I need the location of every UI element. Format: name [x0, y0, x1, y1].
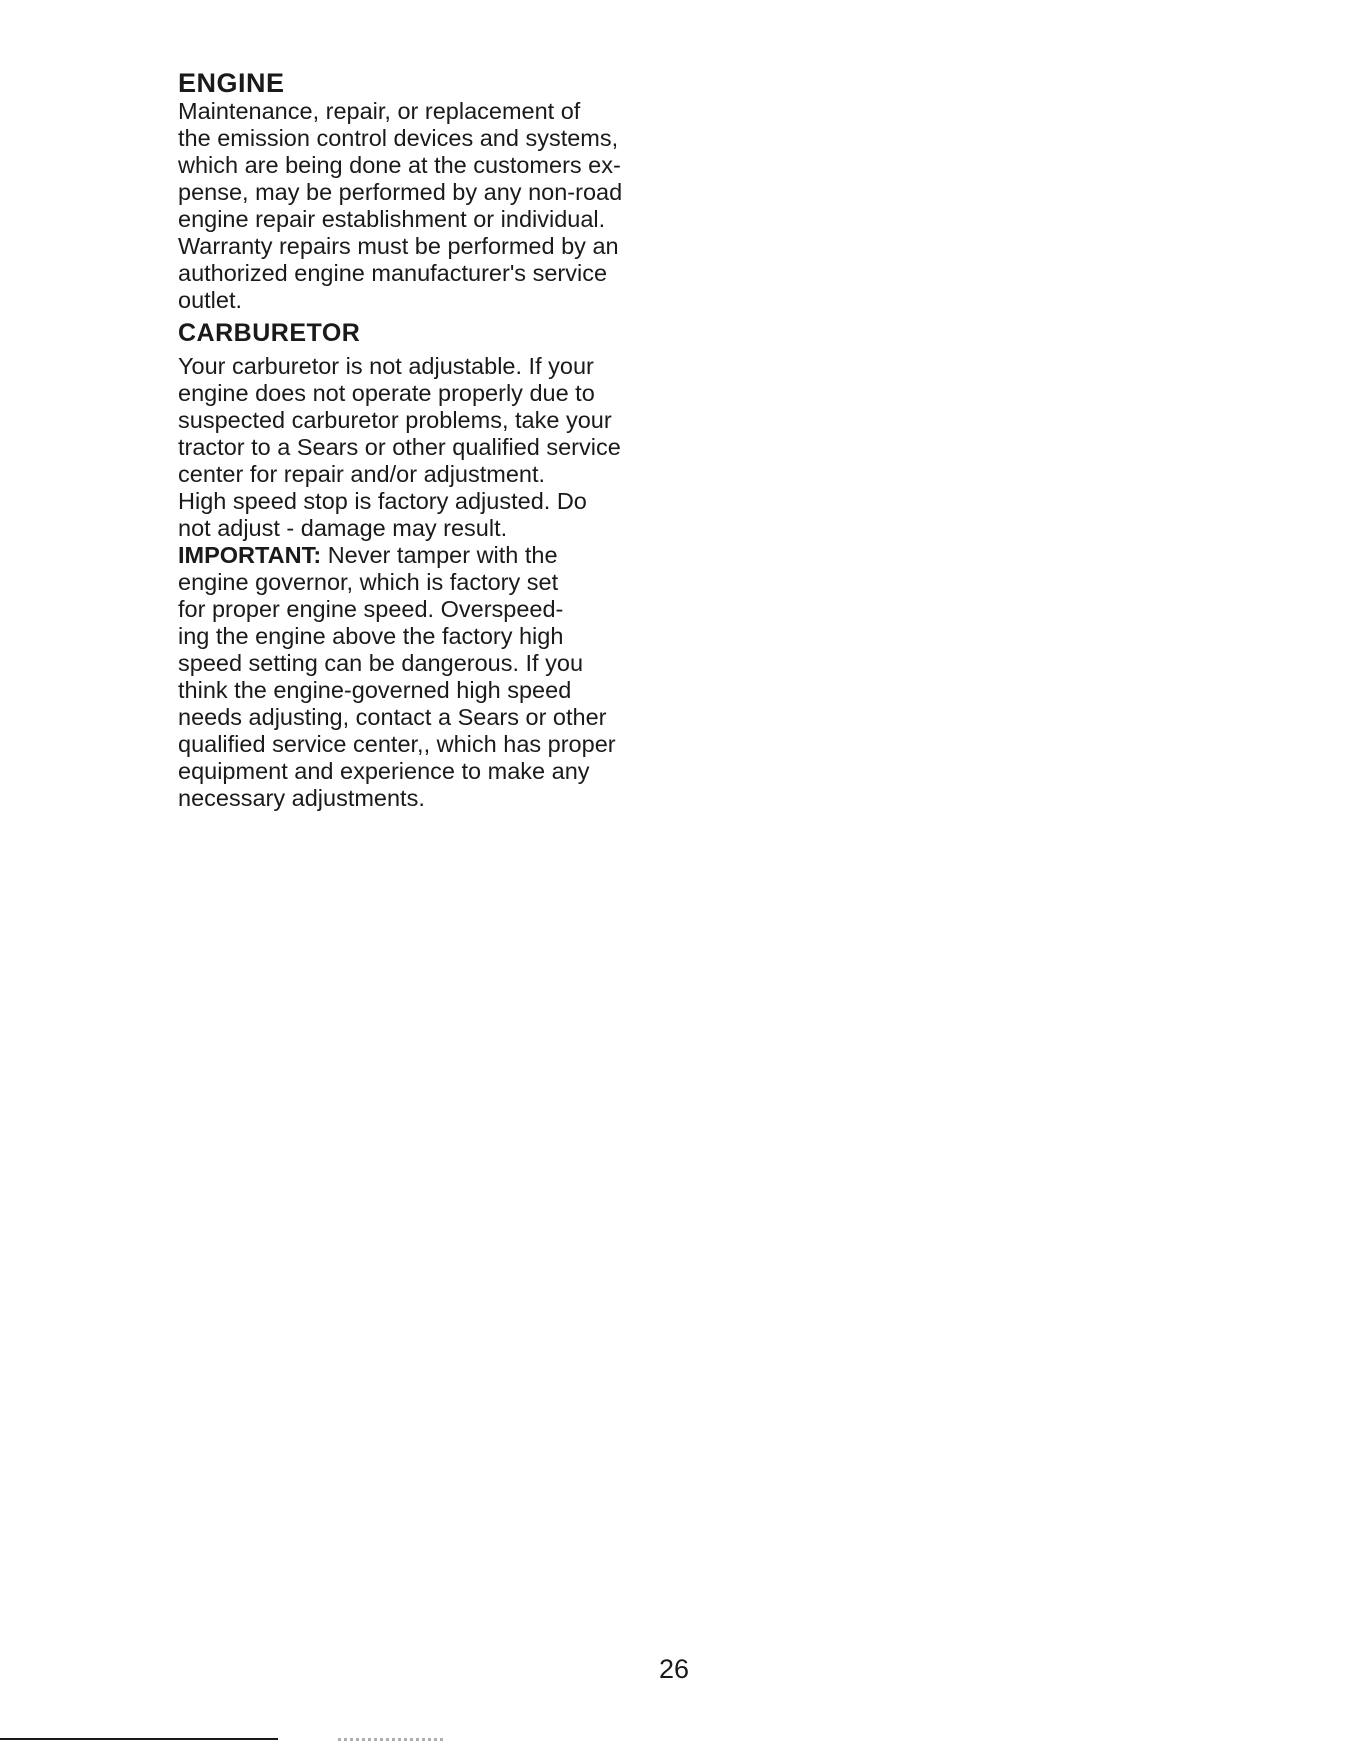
important-line: for proper engine speed. Overspeed-	[178, 596, 564, 622]
footer-rule	[0, 1738, 278, 1740]
important-first-line	[178, 542, 778, 569]
important-line: engine governor, which is factory set	[178, 569, 559, 595]
important-line: needs adjusting, contact a Sears or other	[178, 704, 607, 730]
carburetor-line: not adjust - damage may result.	[178, 515, 508, 541]
carburetor-paragraph-1	[178, 353, 778, 488]
carburetor-line: engine does not operate properly due to	[178, 380, 595, 406]
engine-line: authorized engine manufacturer's service	[178, 260, 608, 286]
engine-line: pense, may be performed by any non-road	[178, 179, 623, 205]
carburetor-line: Your carburetor is not adjustable. If your	[178, 353, 594, 379]
important-line: qualified service center,, which has proper	[178, 731, 616, 757]
page-number: 26	[658, 1654, 690, 1684]
carburetor-line: suspected carburetor problems, take your	[178, 407, 612, 433]
carburetor-line: High speed stop is factory adjusted. Do	[178, 488, 587, 514]
important-label: IMPORTANT:	[178, 542, 322, 568]
footer-scan-marks	[338, 1738, 446, 1741]
engine-line: outlet.	[178, 287, 243, 313]
important-line: speed setting can be dangerous. If you	[178, 650, 584, 676]
carburetor-line: tractor to a Sears or other qualified service	[178, 434, 621, 460]
engine-line: engine repair establishment or individual.	[178, 206, 606, 232]
important-note	[178, 542, 778, 812]
carburetor-paragraph-2	[178, 488, 778, 542]
important-first-line-text: Never tamper with the	[321, 542, 558, 568]
important-line: ing the engine above the factory high	[178, 623, 564, 649]
carburetor-line: center for repair and/or adjustment.	[178, 461, 546, 487]
important-line: equipment and experience to make any	[178, 758, 590, 784]
engine-line: the emission control devices and systems,	[178, 125, 619, 151]
engine-line: Maintenance, repair, or replacement of	[178, 98, 581, 124]
important-line: think the engine-governed high speed	[178, 677, 572, 703]
engine-heading: ENGINE	[178, 68, 285, 98]
engine-line: Warranty repairs must be performed by an	[178, 233, 619, 259]
engine-line: which are being done at the customers ex-	[178, 152, 621, 178]
important-line: necessary adjustments.	[178, 785, 425, 811]
carburetor-heading: CARBURETOR	[178, 319, 361, 347]
engine-paragraph	[178, 98, 778, 314]
main-content-column	[178, 68, 778, 812]
